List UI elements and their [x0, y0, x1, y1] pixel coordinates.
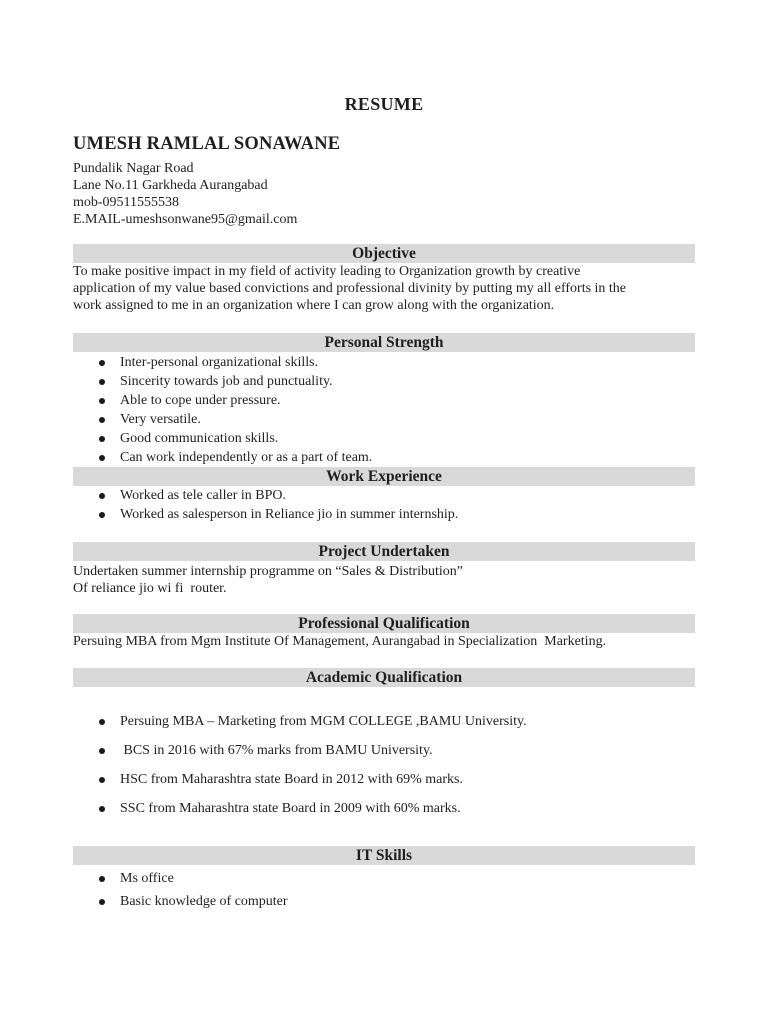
list-item: BCS in 2016 with 67% marks from BAMU University.	[0, 736, 527, 765]
list-item: Basic knowledge of computer	[0, 890, 288, 913]
objective-text	[73, 263, 698, 314]
contact-block	[73, 160, 297, 228]
address-line-2: Lane No.11 Garkheda Aurangabad	[73, 178, 268, 193]
list-item: Very versatile.	[0, 410, 372, 429]
mobile-number: mob-09511555538	[73, 195, 180, 210]
project-line: Undertaken summer internship programme on “Sales & Distribution”	[73, 564, 463, 579]
objective-heading: Objective	[73, 244, 695, 263]
list-item: HSC from Maharashtra state Board in 2012 with 69% marks.	[0, 765, 527, 794]
list-item: Worked as salesperson in Reliance jio in summer internship.	[0, 505, 458, 524]
it-skills-list	[0, 867, 288, 913]
project-text	[73, 563, 698, 597]
list-item: Ms office	[0, 867, 288, 890]
professional-qualification-text: Persuing MBA from Mgm Institute Of Management, Aurangabad in Specialization Marketing.	[73, 634, 607, 649]
objective-line: work assigned to me in an organization where I can grow along with the organization.	[73, 298, 555, 313]
list-item: Worked as tele caller in BPO.	[0, 486, 458, 505]
professional-qualification-heading: Professional Qualification	[73, 614, 695, 633]
academic-qualification-list	[0, 707, 527, 823]
list-item: Good communication skills.	[0, 429, 372, 448]
list-item: Sincerity towards job and punctuality.	[0, 372, 372, 391]
candidate-name: UMESH RAMLAL SONAWANE	[73, 134, 341, 154]
it-skills-heading: IT Skills	[73, 846, 695, 865]
project-line: Of reliance jio wi fi router.	[73, 581, 227, 596]
address-line-1: Pundalik Nagar Road	[73, 161, 194, 176]
resume-title: RESUME	[344, 94, 424, 114]
list-item: Inter-personal organizational skills.	[0, 353, 372, 372]
list-item: SSC from Maharashtra state Board in 2009 with 60% marks.	[0, 794, 527, 823]
project-heading: Project Undertaken	[73, 542, 695, 561]
work-experience-heading: Work Experience	[73, 467, 695, 486]
list-item: Able to cope under pressure.	[0, 391, 372, 410]
personal-strength-list	[0, 353, 372, 467]
list-item: Can work independently or as a part of team.	[0, 448, 372, 467]
work-experience-list	[0, 486, 458, 524]
academic-qualification-heading: Academic Qualification	[73, 668, 695, 687]
objective-line: To make positive impact in my field of activity leading to Organization growth by creative	[73, 264, 581, 279]
list-item: Persuing MBA – Marketing from MGM COLLEGE ,BAMU University.	[0, 707, 527, 736]
personal-strength-heading: Personal Strength	[73, 333, 695, 352]
objective-line: application of my value based convictions and professional divinity by putting my all efforts in the	[73, 281, 627, 296]
email-address: E.MAIL-umeshsonwane95@gmail.com	[73, 212, 298, 227]
